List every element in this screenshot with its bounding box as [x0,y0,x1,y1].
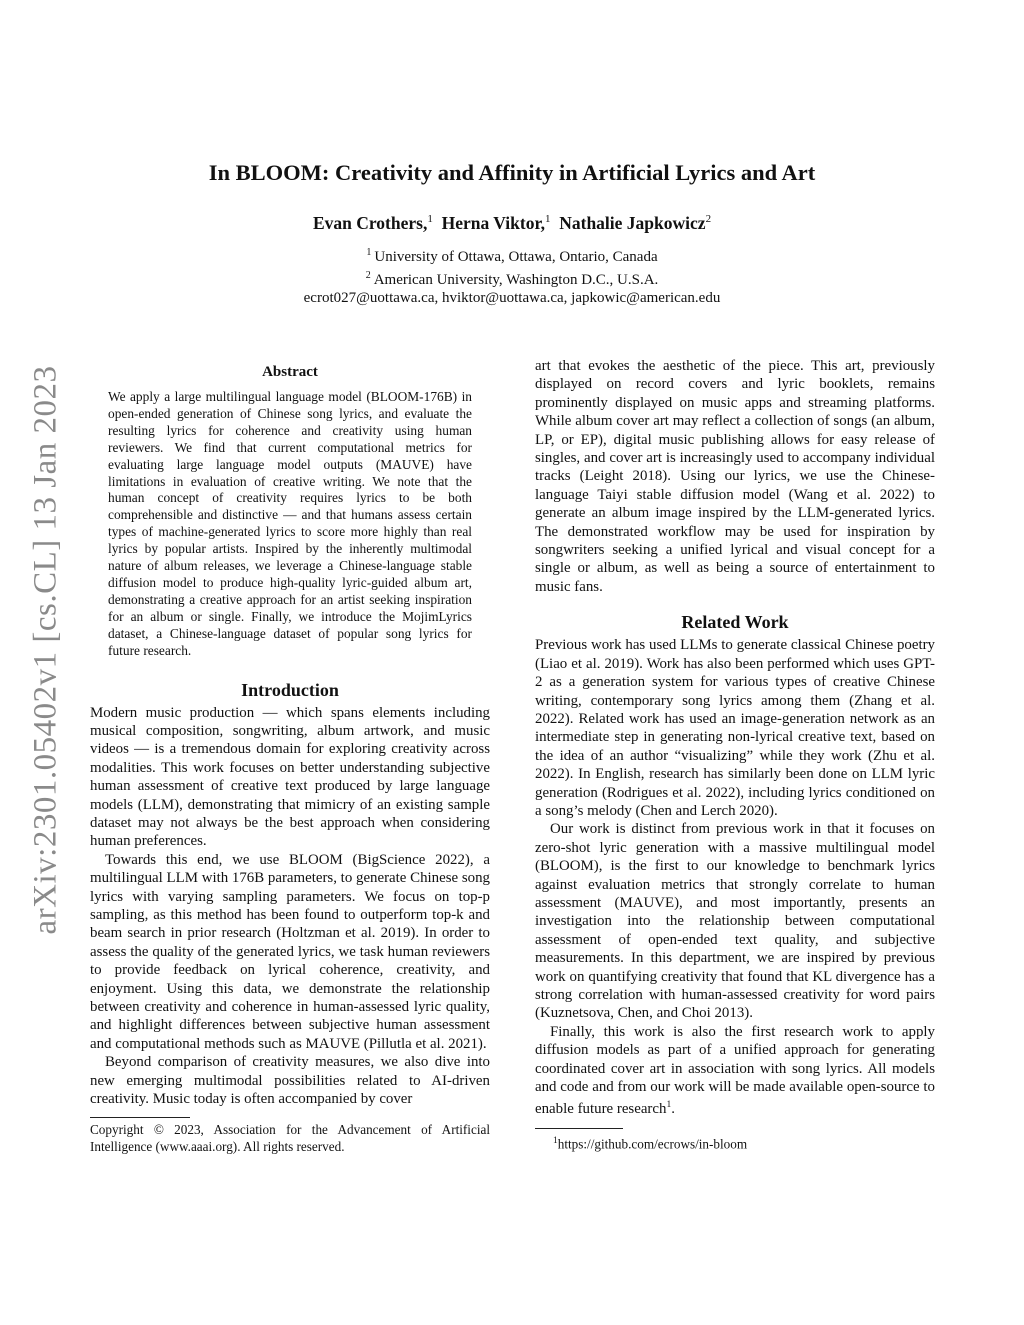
github-link[interactable]: https://github.com/ecrows/in-bloom [557,1136,748,1152]
introduction-heading: Introduction [241,679,339,700]
related-work-heading: Related Work [681,612,789,633]
introduction-continuation: art that evokes the aesthetic of the piece. This art, previously displayed on record covers and lyric booklets, remains prominently displayed on music apps and streaming platforms. While album cover art may reflect a collection of songs (an album, LP, or EP), digital music publishing allows for easy release of singles, and cover art is increasingly used to accompany individual tracks (Leight 2018). Using our lyrics, we use the Chinese-language Taiyi stable diffusion model (Wang et al. 2022) to generate an album image inspired by the LLM-generated lyrics. The demonstrated workflow may be used for inspiration by songwriters seeking a unified lyrical and visual concept for a single or album, as well as being a source of entertainment to music fans. [535,358,935,595]
left-column [90,362,490,1155]
introduction-paragraph: Towards this end, we use BLOOM (BigScience 2022), a multilingual LLM with 176B parameters, to generate Chinese song lyrics with varying sampling parameters. We focus on top-p sampling, as this method has been found to outperform top-k and beam search in prior research (Holtzman et al. 2019). In order to assess the quality of the generated lyrics, we task human reviewers to provide feedback on lyrical coherence, creativity, and enjoyment. Using this data, we demonstrate the relationship between creativity and coherence in human-assessed lyric quality, and highlight differences between subjective human assessment and computational methods such as MAUVE (Pillutla et al. 2021). [90,851,490,1052]
abstract-heading: Abstract [262,364,318,380]
abstract-text: We apply a large multilingual language model (BLOOM-176B) in open-ended generation of Chinese song lyrics, and evaluate the resulting lyrics for coherence and creativity using human reviewers. We find that current computational metrics for evaluating large language model outputs (MAUVE) have limitations in evaluation of creative writing. We note that the human concept of creativity requires lyrics to be both comprehensible and distinctive — and that humans assess certain types of machine-generated lyrics to score more highly than real lyrics by popular artists. Inspired by the inherently multimodal nature of album releases, we leverage a Chinese-language stable diffusion model to produce high-quality lyric-guided album art, demonstrating a creative approach for an artist seeking inspiration for an album or single. Finally, we introduce the MojimLyrics dataset, a Chinese-language dataset of popular song lyrics for future research. [108,389,472,658]
affiliation: $^2$ American University, Washington D.C., U.S.A. [365,269,659,288]
author-list [90,213,934,234]
affiliation: $^1$ University of Ottawa, Ottawa, Ontario, Canada [366,247,658,265]
author: Evan Crothers,$^1$ [312,213,433,233]
related-work-paragraph: Previous work has used LLMs to generate classical Chinese poetry (Liao et al. 2019). Work has also been performed which uses GPT-2 as a generation system for various types of creative Chinese writing, contemporary song lyrics among them (Zhang et al. 2022). Related work has used an image-generation network as an intermediate step in generating non-lyrical creative text, based on the idea of an author “visualizing” while they work (Zhu et al. 2022). In English, research has similarly been done on LLM lyric generation (Rodrigues et al. 2022), including lyrics conditioned on a song’s melody (Chen and Lerch 2020). [535,637,935,819]
affiliations [90,244,934,308]
right-column [535,357,935,1153]
footnote-text: $^1$https://github.com/ecrows/in-bloom [553,1135,748,1152]
footnote-marker: 1 [666,1100,672,1111]
author-emails: ecrot027@uottawa.ca, hviktor@uottawa.ca, japkowic@american.edu [303,290,721,306]
copyright-notice: Copyright © 2023, Association for the Advancement of Artificial Intelligence (www.aaai.org). All rights reserved. [90,1122,490,1154]
author: Nathalie Japkowicz$^2$ [559,213,712,233]
author: Herna Viktor,$^1$ [441,213,551,233]
introduction-paragraph: Beyond comparison of creativity measures, we also dive into new emerging multimodal possibilities related to AI-driven creativity. Music today is often accompanied by cover [90,1054,490,1108]
related-work-paragraph: Finally, this work is also the first research work to apply diffusion models as part of a unified approach for generating coordinated cover art in association with song lyrics. All models and code and from our work will be made available open-source to enable future research$^1$. [535,1023,935,1118]
introduction-paragraph: Modern music production — which spans elements including musical composition, songwriting, album artwork, and music videos — is a tremendous domain for exploring creativity across modalities. This work focuses on better understanding subjective human assessment of creative text produced by large language models (LLM), demonstrating that mimicry of an existing sample dataset may not always be the best approach when considering human preferences. [90,704,490,850]
related-work-paragraph: Our work is distinct from previous work in that it focuses on zero-shot lyric generation with a massive multilingual model (BLOOM), is the first to our knowledge to benchmark lyrics against evaluation metrics that strongly correlate to human assessment (MAUVE), and most importantly, presents an investigation into the relationship between computational assessment of open-ended text quality, and subjective measurements. In this department, we are inspired by previous work on quantifying creativity that found that KL divergence has a strong correlation with human-assessed creativity for word pairs (Kuznetsova, Chen, and Choi 2013). [535,821,935,1022]
paper-title: In BLOOM: Creativity and Affinity in Artificial Lyrics and Art [208,160,816,185]
copyright-rule [90,1117,190,1118]
footnote-rule [535,1128,623,1129]
arxiv-identifier: arXiv:2301.05402v1 [cs.CL] 13 Jan 2023 [27,365,64,935]
